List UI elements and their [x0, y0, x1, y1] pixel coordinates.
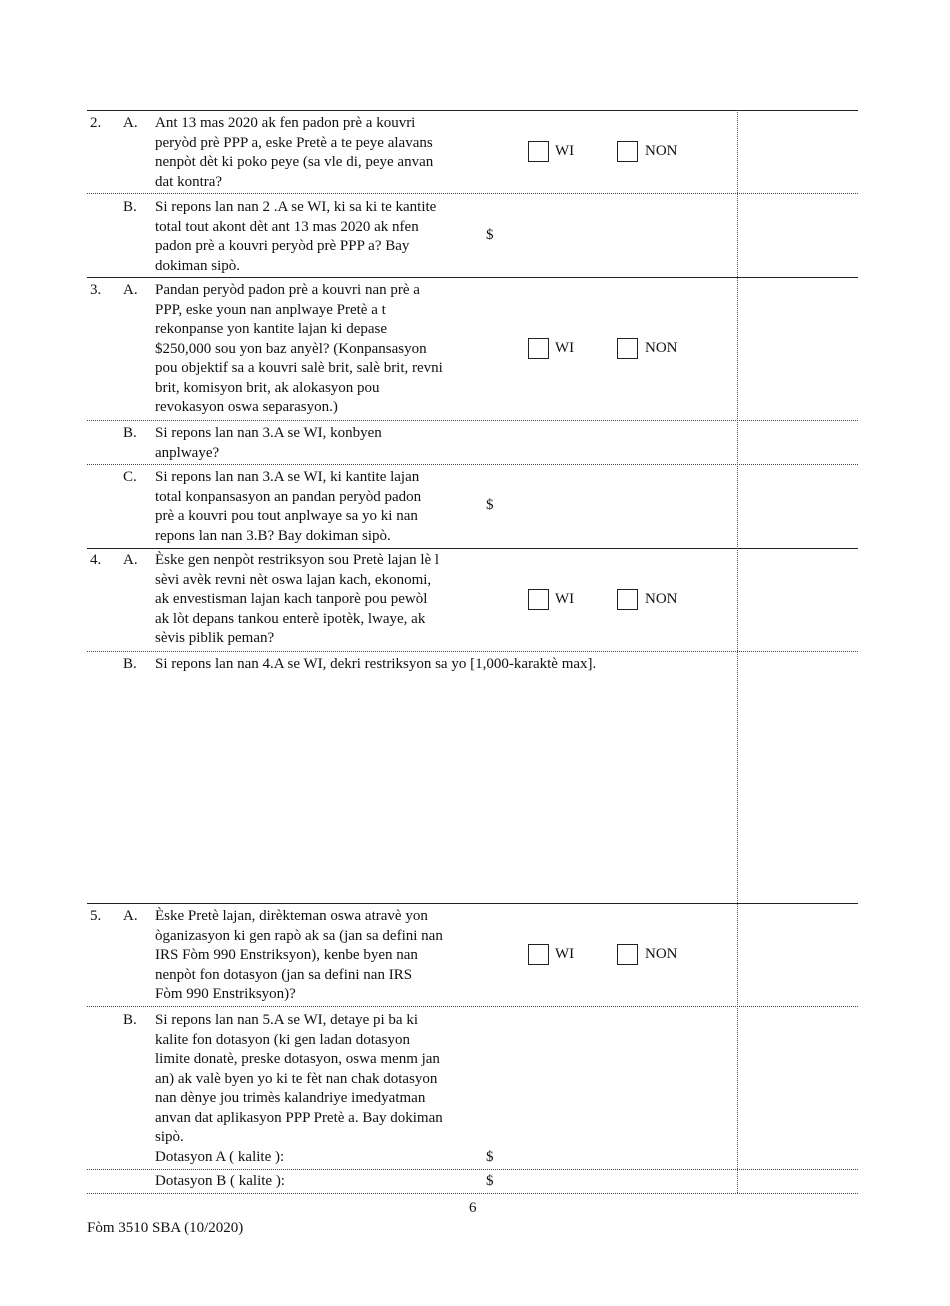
rule [87, 651, 858, 652]
endowment-b-label: Dotasyon B ( kalite ): [155, 1173, 285, 1189]
endowment-a-label: Dotasyon A ( kalite ): [155, 1149, 285, 1165]
question-4b-text: Si repons lan nan 4.A se WI, dekri restriksyon sa yo [1,000-karaktè max]. [155, 656, 597, 672]
rule-top [87, 110, 858, 111]
q5a-yes-checkbox[interactable] [528, 944, 549, 965]
question-2b-text: Si repons lan nan 2 .A se WI, ki sa ki te kantite total tout akont dèt ant 13 mas 2020 ak nfen padon prè a kouvri peryòd prè PPP a? Bay dokiman sipò. [155, 199, 437, 274]
form-footer: Fòm 3510 SBA (10/2020) [87, 1220, 244, 1236]
page-number: 6 [469, 1200, 477, 1216]
q5a-no-label: NON [645, 946, 678, 962]
question-letter: B. [123, 199, 137, 215]
question-letter: A. [123, 115, 138, 131]
rule-bottom [87, 1193, 858, 1194]
question-5a-text: Èske Pretè lajan, dirèkteman oswa atravè yon òganizasyon ki gen rapò ak sa (jan sa defini nan IRS Fòm 990 Enstriksyon), kenbe byen nan nenpòt fon dotasyon (jan sa defini nan IRS Fòm 990 Enstriksyon)? [155, 908, 443, 1002]
question-number: 3. [90, 282, 102, 298]
q2b-amount-field[interactable]: $ [486, 227, 494, 243]
question-2a-text: Ant 13 mas 2020 ak fen padon prè a kouvri peryòd prè PPP a, eske Pretè a te peye alavans nenpòt dèt ki poko peye (sa vle di, peye anvan dat kontra? [155, 115, 434, 190]
question-letter: A. [123, 282, 138, 298]
q2a-no-label: NON [645, 143, 678, 159]
rule [87, 548, 858, 549]
rule [87, 193, 858, 194]
question-letter: B. [123, 425, 137, 441]
rule [87, 1169, 858, 1170]
q2a-no-checkbox[interactable] [617, 141, 638, 162]
q3a-no-label: NON [645, 340, 678, 356]
question-3a-text: Pandan peryòd padon prè a kouvri nan prè a PPP, eske youn nan anplwaye Pretè a t rekonpanse yon kantite lajan ki depase $250,000 sou yon baz anyèl? (Konpansasyon pou objektif sa a kouvri salè brit, salè brit, revni brit, komisyon brit, ak alokasyon pou revokasyon oswa separasyon.) [155, 282, 443, 415]
rule [87, 277, 858, 278]
question-3c-text: Si repons lan nan 3.A se WI, ki kantite lajan total konpansasyon an pandan peryòd padon prè a kouvri pou tout anplwaye sa yo ki nan repons lan nan 3.B? Bay dokiman sipò. [155, 469, 422, 544]
question-number: 2. [90, 115, 102, 131]
question-letter: B. [123, 656, 137, 672]
question-number: 5. [90, 908, 102, 924]
q3c-amount-field[interactable]: $ [486, 497, 494, 513]
rule [87, 464, 858, 465]
q4a-no-label: NON [645, 591, 678, 607]
q2a-yes-checkbox[interactable] [528, 141, 549, 162]
q4a-yes-label: WI [555, 591, 575, 607]
question-number: 4. [90, 552, 102, 568]
question-3b-text: Si repons lan nan 3.A se WI, konbyen anplwaye? [155, 425, 382, 461]
q3a-yes-checkbox[interactable] [528, 338, 549, 359]
rule [87, 1006, 858, 1007]
question-letter: A. [123, 552, 138, 568]
q3a-yes-label: WI [555, 340, 575, 356]
q5a-no-checkbox[interactable] [617, 944, 638, 965]
answer-column-divider [737, 110, 738, 1193]
question-letter: B. [123, 1012, 137, 1028]
q3a-no-checkbox[interactable] [617, 338, 638, 359]
question-letter: C. [123, 469, 137, 485]
q4a-no-checkbox[interactable] [617, 589, 638, 610]
endowment-b-amount-field[interactable]: $ [486, 1173, 494, 1189]
q4b-restrictions-textarea[interactable] [155, 680, 725, 895]
endowment-a-amount-field[interactable]: $ [486, 1149, 494, 1165]
rule [87, 903, 858, 904]
question-letter: A. [123, 908, 138, 924]
question-4a-text: Èske gen nenpòt restriksyon sou Pretè lajan lè l sèvi avèk revni nèt oswa lajan kach, ekonomi, ak envestisman lajan kach tanporè pou pewòl ak lòt depans tankou enterè ipotèk, lwaye, ak sèvis piblik peman? [155, 552, 440, 646]
q4a-yes-checkbox[interactable] [528, 589, 549, 610]
q5a-yes-label: WI [555, 946, 575, 962]
question-5b-text: Si repons lan nan 5.A se WI, detaye pi ba ki kalite fon dotasyon (ki gen ladan dotasyon limite donatè, preske dotasyon, oswa menm jan an) ak valè byen yo ki te fèt nan chak dotasyon nan dènye jou trimès kalandriye imedyatman anvan dat aplikasyon PPP Pretè a. Bay dokiman sipò. [155, 1012, 443, 1145]
rule [87, 420, 858, 421]
q2a-yes-label: WI [555, 143, 575, 159]
